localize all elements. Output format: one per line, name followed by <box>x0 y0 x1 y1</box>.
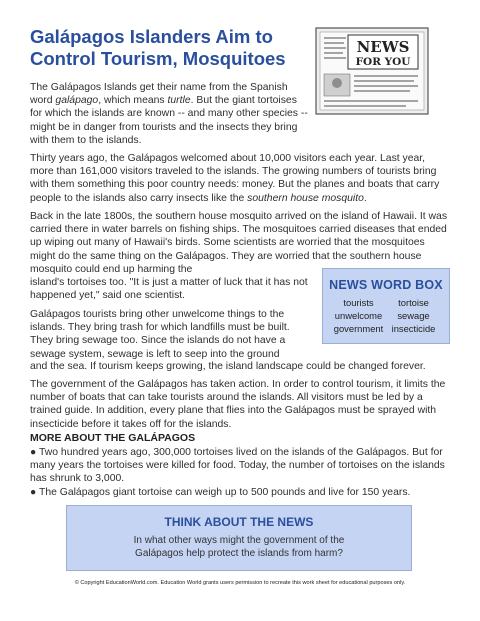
title-line-2: Control Tourism, Mosquitoes <box>30 48 286 69</box>
news-word-box <box>322 268 450 344</box>
page-title <box>30 26 310 70</box>
word-item: unwelcome <box>334 310 383 321</box>
paragraph-5: The government of the Galápagos has taken action. In order to control tourism, it limits the number of boats that can take tourists around the islands. All visitors must be led by a trained guide. In addition, every plane that flies into the Galápagos must be sprayed with insecticide before it takes off for the islands. <box>30 379 446 430</box>
newspaper-icon <box>316 28 428 114</box>
logo-news-text: NEWS <box>356 38 410 56</box>
copyright-notice: © Copyright EducationWorld.com. Education World grants users permission to recreate this work sheet for educational purposes only. <box>74 580 406 586</box>
word-box-title: NEWS WORD BOX <box>329 278 443 292</box>
list-item: ● The Galápagos giant tortoise can weigh up to 500 pounds and live for 150 years. <box>30 486 411 498</box>
think-box-title: THINK ABOUT THE NEWS <box>164 515 314 529</box>
think-box-question: In what other ways might the government of the Galápagos help protect the islands from harm? <box>133 535 345 559</box>
word-item: sewage <box>397 310 430 321</box>
paragraph-3-continued: island's tortoises too. "It is just a matter of luck that it has not happened yet," said one scientist. <box>30 277 308 302</box>
list-item: ● Two hundred years ago, 300,000 tortoises lived on the islands of the Galápagos. But for many years the tortoises were killed for food. Today, the number of tortoises on the islands has shrunk to 3,000. <box>30 447 445 485</box>
word-item: insecticide <box>391 323 436 334</box>
word-item: tourists <box>343 297 374 308</box>
paragraph-4-continued: and the sea. If tourism keeps growing, the island landscape could be changed forever. <box>30 361 426 372</box>
think-about-the-news-box <box>66 505 412 571</box>
news-for-you-logo <box>310 24 434 122</box>
title-line-1: Galápagos Islanders Aim to <box>30 26 273 47</box>
more-about-list <box>30 446 450 499</box>
paragraph-4: Galápagos tourists bring other unwelcome things to the islands. They bring trash for which landfills must be built. They bring sewage too. Since the islands do not have a sewage system, sewage is left to seep into the ground <box>30 309 290 360</box>
paragraph-1: The Galápagos Islands get their name from the Spanish word galápago, which means turtle. But the giant tortoises for which the islands are known -- and many other species -- might be in danger from tourists and the insects they bring with them to the islands. <box>30 82 308 146</box>
word-box-list <box>331 297 441 334</box>
paragraph-3: Back in the late 1800s, the southern house mosquito arrived on the island of Hawaii. It was carried there in water barrels on fishing ships. The mosquitoes carried diseases that ended up wiping out many of Hawaii's birds. Some scientists are worried that the mosquitoes might do the same thing on the Galápagos. They are worried that the southern house mosquito could end up harming the <box>30 211 448 275</box>
more-about-title: MORE ABOUT THE GALÁPAGOS <box>30 432 196 444</box>
word-item: government <box>333 323 384 334</box>
logo-for-you-text: FOR YOU <box>355 56 411 68</box>
word-item: tortoise <box>398 297 429 308</box>
paragraph-2: Thirty years ago, the Galápagos welcomed about 10,000 visitors each year. Last year, more than 161,000 visitors traveled to the islands. The growing numbers of tourists bring with them something this poor country needs: money. But the planes and boats that carry people to the islands also carry insects like the southern house mosquito. <box>30 153 440 204</box>
